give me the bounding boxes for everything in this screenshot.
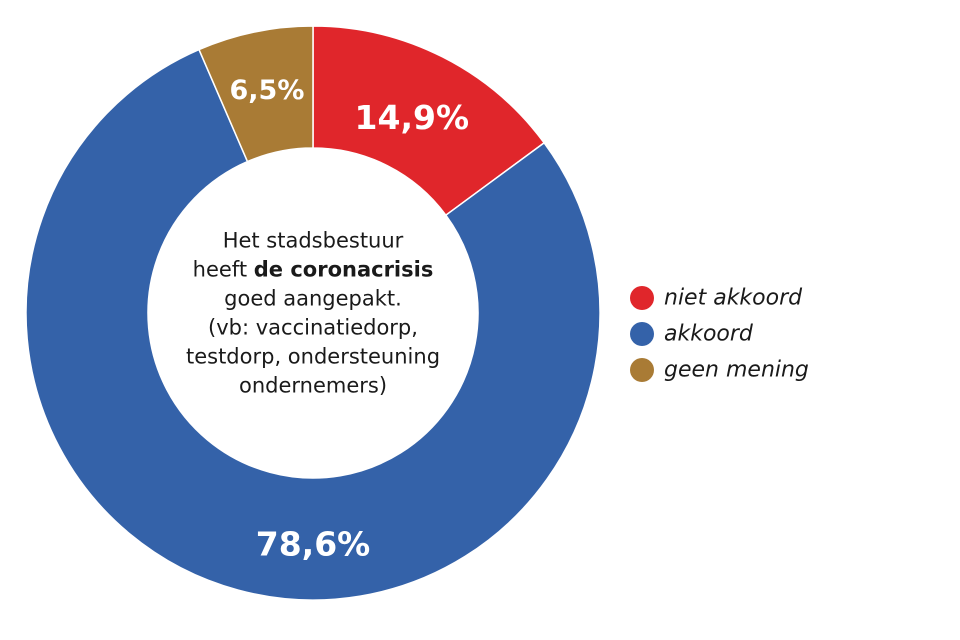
slice-label-niet-akkoord: 14,9% [354, 98, 470, 138]
title-line [186, 345, 440, 369]
legend-label-akkoord: akkoord [664, 321, 753, 347]
title-segment: goed aangepakt. [224, 286, 402, 311]
title-line [224, 287, 402, 311]
title-line [223, 229, 404, 253]
donut-hole [148, 148, 478, 478]
title-segment: (vb: vaccinatiedorp, [208, 315, 418, 340]
legend-marker-geen-mening [630, 358, 654, 382]
title-emphasis: de coronacrisis [253, 257, 434, 282]
legend-label-geen-mening: geen mening [664, 357, 809, 383]
title-segment: heeft [192, 257, 254, 282]
title-line [193, 258, 434, 282]
slice-label-geen-mening: 6,5% [229, 75, 305, 107]
title-line [239, 374, 387, 398]
donut-slices [26, 26, 600, 600]
legend [630, 286, 809, 383]
legend-marker-akkoord [630, 322, 654, 346]
title-segment: Het stadsbestuur [222, 228, 404, 253]
title-line [208, 316, 418, 340]
legend-label-niet-akkoord: niet akkoord [664, 285, 803, 311]
title-segment: testdorp, ondersteuning [185, 344, 441, 369]
title-segment: ondernemers) [238, 373, 388, 398]
legend-marker-niet-akkoord [630, 286, 654, 310]
slice-label-akkoord: 78,6% [255, 524, 371, 564]
